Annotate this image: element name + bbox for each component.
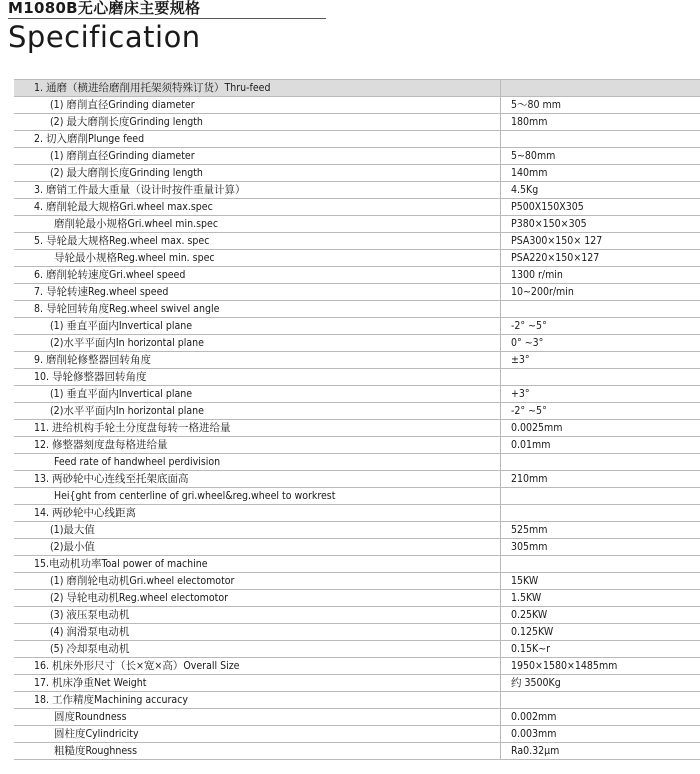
spec-label: 12. 修整器刻度盘每格进给量 (14, 437, 501, 454)
spec-value: PSA300×150× 127 (501, 233, 700, 250)
spec-value: 0.003mm (501, 726, 700, 743)
spec-value: 1300 r/min (501, 267, 700, 284)
spec-label: 导轮最小规格Reg.wheel min. spec (14, 250, 501, 267)
spec-label: (1) 磨削轮电动机Gri.wheel electomotor (14, 573, 501, 590)
table-row (14, 165, 700, 182)
spec-value: 140mm (501, 165, 700, 182)
spec-label: 4. 磨削轮最大规格Gri.wheel max.spec (14, 199, 501, 216)
table-row (14, 250, 700, 267)
table-row (14, 301, 700, 318)
spec-value (501, 131, 700, 148)
spec-value: 180mm (501, 114, 700, 131)
table-row (14, 709, 700, 726)
spec-value: Ra0.32μm (501, 743, 700, 760)
spec-value: P380×150×305 (501, 216, 700, 233)
spec-label: 14. 两砂轮中心线距离 (14, 505, 501, 522)
chinese-title: M1080B无心磨床主要规格 (8, 0, 201, 17)
spec-label: (2)水平平面内In horizontal plane (14, 403, 501, 420)
spec-label: 圆柱度Cylindricity (14, 726, 501, 743)
spec-value: 0° ~3° (501, 335, 700, 352)
spec-value (501, 505, 700, 522)
spec-value: 0.0025mm (501, 420, 700, 437)
spec-value: 1950×1580×1485mm (501, 658, 700, 675)
spec-label: Feed rate of handwheel perdivision (14, 454, 501, 471)
spec-label: (2) 导轮电动机Reg.wheel electomotor (14, 590, 501, 607)
table-row (14, 437, 700, 454)
spec-value: -2° ~5° (501, 403, 700, 420)
spec-label: (2)水平平面内In horizontal plane (14, 335, 501, 352)
table-row (14, 641, 700, 658)
table-row (14, 726, 700, 743)
spec-label: (1) 磨削直径Grinding diameter (14, 148, 501, 165)
spec-label: (1)最大值 (14, 522, 501, 539)
spec-value (501, 488, 700, 505)
spec-label: 5. 导轮最大规格Reg.wheel max. spec (14, 233, 501, 250)
spec-label: (2) 最大磨削长度Grinding length (14, 165, 501, 182)
spec-value (501, 692, 700, 709)
spec-label: 13. 两砂轮中心连线至托架底面高 (14, 471, 501, 488)
spec-label: 9. 磨削轮修整器回转角度 (14, 352, 501, 369)
spec-value: 305mm (501, 539, 700, 556)
table-row (14, 80, 700, 97)
spec-value (501, 454, 700, 471)
table-row (14, 131, 700, 148)
table-row (14, 488, 700, 505)
spec-label: (3) 液压泵电动机 (14, 607, 501, 624)
table-row (14, 284, 700, 301)
spec-value: P500X150X305 (501, 199, 700, 216)
spec-value: 0.25KW (501, 607, 700, 624)
spec-label: 17. 机床净重Net Weight (14, 675, 501, 692)
spec-value: ±3° (501, 352, 700, 369)
table-row (14, 403, 700, 420)
table-row (14, 539, 700, 556)
spec-label: 7. 导轮转速Reg.wheel speed (14, 284, 501, 301)
spec-label: (1) 磨削直径Grinding diameter (14, 97, 501, 114)
spec-value (501, 369, 700, 386)
table-row (14, 267, 700, 284)
spec-label: 2. 切入磨削Plunge feed (14, 131, 501, 148)
table-row (14, 556, 700, 573)
spec-value: PSA220×150×127 (501, 250, 700, 267)
table-row (14, 420, 700, 437)
spec-label: (2) 最大磨削长度Grinding length (14, 114, 501, 131)
table-row (14, 471, 700, 488)
spec-value: -2° ~5° (501, 318, 700, 335)
table-row (14, 352, 700, 369)
table-row (14, 386, 700, 403)
spec-label: (1) 垂直平面内Invertical plane (14, 318, 501, 335)
spec-label: 磨削轮最小规格Gri.wheel min.spec (14, 216, 501, 233)
spec-table (14, 79, 700, 760)
page-title: Specification (8, 20, 201, 54)
spec-label: 3. 磨销工件最大重量（设计时按件重量计算） (14, 182, 501, 199)
table-row (14, 522, 700, 539)
table-row (14, 658, 700, 675)
table-row (14, 675, 700, 692)
spec-label: 16. 机床外形尺寸（长×宽×高）Overall Size (14, 658, 501, 675)
spec-label: 6. 磨削轮转速度Gri.wheel speed (14, 267, 501, 284)
spec-label: 15.电动机功率Toal power of machine (14, 556, 501, 573)
spec-label: 1. 通磨（横进给磨削用托架须特殊订货）Thru-feed (14, 80, 501, 97)
table-row (14, 573, 700, 590)
table-row (14, 318, 700, 335)
spec-label: (4) 润滑泵电动机 (14, 624, 501, 641)
table-row (14, 182, 700, 199)
table-row (14, 148, 700, 165)
spec-label: (2)最小值 (14, 539, 501, 556)
spec-label: 圆度Roundness (14, 709, 501, 726)
spec-value: 210mm (501, 471, 700, 488)
spec-value: 10~200r/min (501, 284, 700, 301)
table-row (14, 114, 700, 131)
spec-value: 525mm (501, 522, 700, 539)
spec-value: 约 3500Kg (501, 675, 700, 692)
spec-value: 0.125KW (501, 624, 700, 641)
table-row (14, 369, 700, 386)
spec-value: 4.5Kg (501, 182, 700, 199)
table-row (14, 233, 700, 250)
spec-label: 8. 导轮回转角度Reg.wheel swivel angle (14, 301, 501, 318)
spec-label: 粗糙度Roughness (14, 743, 501, 760)
table-row (14, 454, 700, 471)
spec-value: 5~80mm (501, 148, 700, 165)
spec-label: 10. 导轮修整器回转角度 (14, 369, 501, 386)
spec-label: 18. 工作精度Machining accuracy (14, 692, 501, 709)
table-row (14, 590, 700, 607)
spec-value: 15KW (501, 573, 700, 590)
table-row (14, 199, 700, 216)
spec-value (501, 80, 700, 97)
page-header (0, 0, 700, 60)
table-row (14, 692, 700, 709)
spec-value (501, 556, 700, 573)
table-row (14, 743, 700, 760)
table-row (14, 505, 700, 522)
spec-value: 1.5KW (501, 590, 700, 607)
spec-value (501, 301, 700, 318)
spec-label: (5) 冷却泵电动机 (14, 641, 501, 658)
table-row (14, 607, 700, 624)
spec-label: 11. 进给机构手轮土分度盘每转一格进给量 (14, 420, 501, 437)
spec-value: 5～80 mm (501, 97, 700, 114)
table-row (14, 624, 700, 641)
spec-label: Hei{ght from centerline of gri.wheel&reg.wheel to workrest (14, 488, 501, 505)
spec-value: 0.002mm (501, 709, 700, 726)
spec-value: +3° (501, 386, 700, 403)
table-row (14, 97, 700, 114)
spec-label: (1) 垂直平面内Invertical plane (14, 386, 501, 403)
table-row (14, 335, 700, 352)
spec-value: 0.15K~r (501, 641, 700, 658)
spec-value: 0.01mm (501, 437, 700, 454)
table-row (14, 216, 700, 233)
